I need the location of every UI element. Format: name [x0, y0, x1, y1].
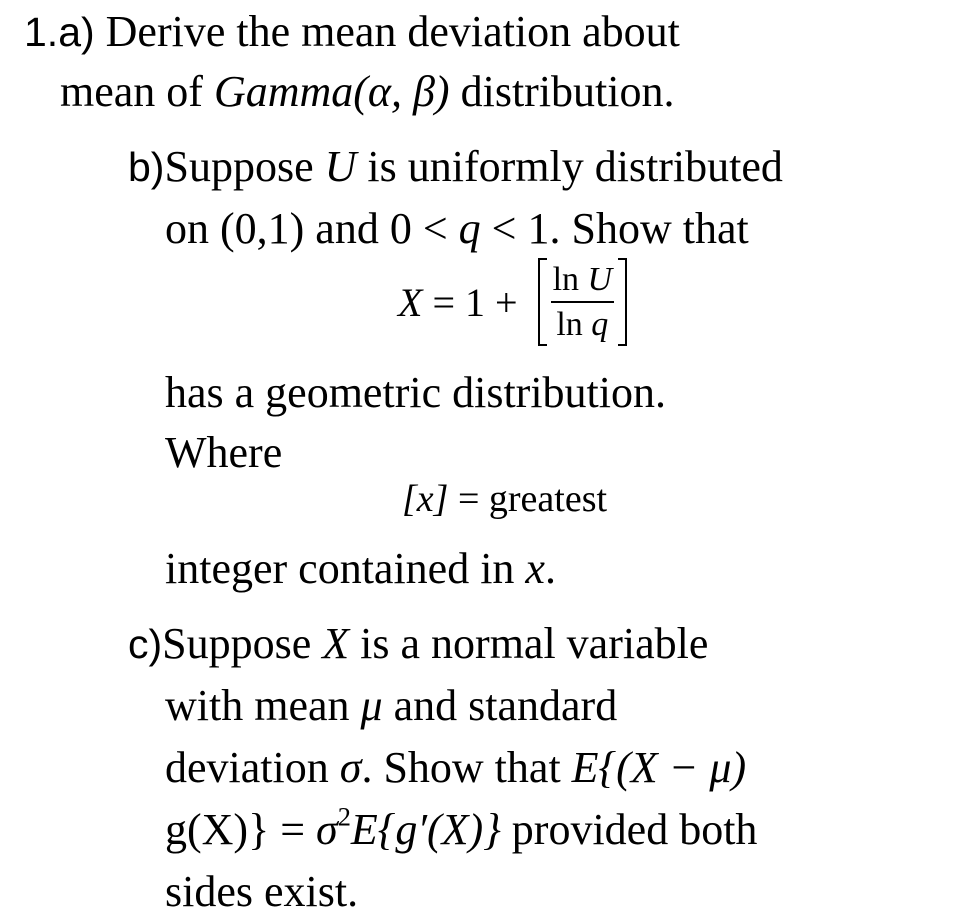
part-b-text-3: on (0,1) and 0 < [165, 204, 459, 253]
floor-definition [402, 480, 607, 518]
part-b-text-2: is uniformly distributed [356, 142, 783, 191]
part-c-text-4: and standard [382, 681, 618, 730]
part-b-text-1: Suppose [164, 142, 325, 191]
part-c-text-5: deviation [165, 743, 340, 792]
var-sigma: σ [339, 743, 362, 792]
fraction [547, 258, 619, 346]
part-a-text-1: Derive the mean deviation about [105, 7, 680, 56]
part-b-text-5: integer contained in [165, 544, 526, 593]
geometric-formula [398, 256, 627, 348]
var-mu: μ [360, 681, 383, 730]
gamma-symbol: Gamma [213, 67, 354, 116]
bracket-left [538, 258, 547, 346]
part-b-line-1 [128, 142, 783, 191]
fraction-numerator [551, 260, 615, 303]
sigma-symbol: σ [316, 805, 338, 854]
fraction-denominator [554, 303, 610, 344]
part-c-label: c) [128, 621, 163, 667]
part-c-text-7: provided both [500, 805, 758, 854]
var-x-normal: X [322, 619, 350, 668]
part-a-text-3: distribution. [449, 67, 675, 116]
g-expr: g(X)} = [165, 805, 317, 854]
num-ln: ln [552, 260, 588, 298]
var-q: q [458, 204, 481, 253]
part-c-text-3: with mean [165, 681, 361, 730]
part-c-line-4 [165, 801, 758, 854]
gamma-params: (α, β) [353, 67, 450, 116]
bracket-right [618, 258, 627, 346]
part-a-line-1 [24, 7, 680, 56]
part-a-label: 1.a) [24, 9, 95, 55]
var-u: U [324, 142, 357, 191]
part-c-text-2: is a normal variable [349, 619, 709, 668]
expectation-expr-2: E{g′(X)} [350, 805, 501, 854]
part-c-line-5: sides exist. [165, 867, 359, 916]
part-b-line-2 [165, 204, 749, 253]
part-b-text-4: < 1. Show that [480, 204, 749, 253]
def-lhs: [x] [402, 478, 449, 520]
part-c-text-1: Suppose [162, 619, 323, 668]
part-b-line-5 [165, 544, 556, 593]
part-b-text-6: . [544, 544, 556, 593]
den-var: q [591, 306, 609, 343]
part-c-line-3 [165, 743, 747, 792]
var-x: x [525, 544, 545, 593]
num-var: U [587, 260, 613, 298]
den-ln: ln [556, 306, 592, 343]
part-a-text-2: mean of [60, 67, 214, 116]
formula-eq: = 1 + [422, 279, 528, 325]
part-b-line-4: Where [165, 428, 283, 477]
part-c-line-2 [165, 681, 618, 730]
part-b-label: b) [128, 144, 165, 190]
sigma-exponent: 2 [337, 801, 351, 832]
formula-lhs: X [398, 279, 423, 325]
part-a-line-2 [60, 67, 675, 116]
def-rhs: = greatest [448, 478, 608, 520]
part-c-text-6: . Show that [361, 743, 572, 792]
floor-bracket [538, 258, 628, 346]
part-c-line-1 [128, 619, 709, 668]
part-b-line-3: has a geometric distribution. [165, 368, 666, 417]
expectation-expr-1: E{(X − μ) [571, 743, 747, 792]
